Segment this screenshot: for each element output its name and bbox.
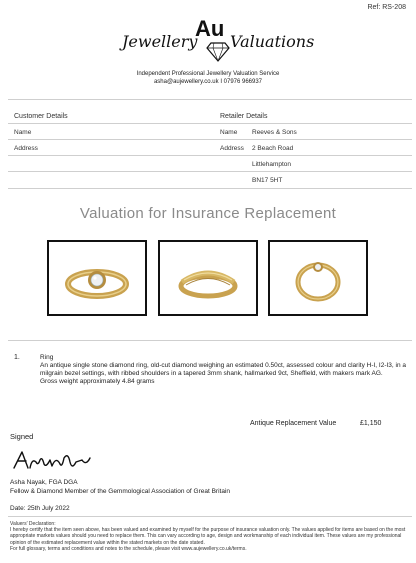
item-title: Ring (40, 354, 54, 361)
logo-word-valuations: Valuations (230, 32, 315, 51)
declaration-title: Valuers' Declaration: (10, 521, 56, 527)
tagline-service: Independent Professional Jewellery Valuation Service (136, 71, 280, 77)
signer-title: Fellow & Diamond Member of the Gemmological Association of Great Britain (10, 488, 231, 495)
valuers-declaration (10, 521, 408, 552)
customer-details-title: Customer Details (14, 113, 68, 120)
retailer-address-line: 2 Beach Road (252, 145, 294, 152)
retailer-name-label: Name (220, 129, 238, 136)
declaration-footer: For full glossary, terms and conditions and notes to the schedule, please visit www.aujewellery.co.uk/terms. (10, 545, 247, 552)
retailer-name-value: Reeves & Sons (252, 129, 297, 136)
item-description-block (40, 354, 410, 386)
retailer-address-label: Address (220, 145, 244, 152)
ring-side-photo (158, 240, 258, 316)
signer-block (10, 478, 230, 496)
logo-au-mark: Au (195, 16, 225, 41)
company-logo (110, 16, 315, 64)
date-line (10, 505, 70, 512)
date-label: Date: (10, 505, 26, 512)
logo-word-jewellery: Jewellery (122, 32, 198, 51)
document-heading: Valuation for Insurance Replacement (79, 205, 337, 222)
ring-front-photo (47, 240, 147, 316)
company-tagline (0, 70, 416, 86)
signer-name: Asha Nayak, FGA DGA (10, 479, 78, 486)
signature-image (12, 448, 92, 474)
reference-number: Ref: RS-208 (367, 4, 406, 11)
retailer-address-line: Littlehampton (252, 161, 292, 168)
value-label: Antique Replacement Value (250, 420, 337, 427)
value-amount: £1,150 (360, 420, 382, 427)
retailer-details-title: Retailer Details (220, 113, 268, 120)
item-weight: Gross weight approximately 4.84 grams (40, 378, 155, 385)
declaration-body: I hereby certify that the item seen above, has been valued and examined by myself for the purpose of insurance valuation only. The values applied for items are based on the most appropriate markets values should you need to replace them. This can vary according to age, design and workmanship of each individual item. These values are my professional opinion of the estimated replacement value within the stated markets on the date stated. (10, 527, 406, 546)
item-number: 1. (14, 354, 20, 361)
signed-label: Signed (10, 432, 34, 441)
retailer-address-line: BN17 5HT (252, 177, 283, 184)
tagline-contact: asha@aujewellery.co.uk I 07976 966937 (153, 79, 263, 85)
diamond-icon (205, 42, 231, 62)
ring-top-photo (268, 240, 368, 316)
date-value: 25th July 2022 (27, 505, 70, 512)
item-description: An antique single stone diamond ring, old-cut diamond weighing an estimated 0.50ct, assessed colour and clarity H-I, I2-I3, in a milgrain bezel settings, with ribbed shoulders in a tapered 3mm shank, hallmarked 9ct, Sheffield, with makers mark AG. (40, 362, 407, 377)
customer-address-label: Address (14, 145, 38, 152)
customer-name-label: Name (14, 129, 32, 136)
